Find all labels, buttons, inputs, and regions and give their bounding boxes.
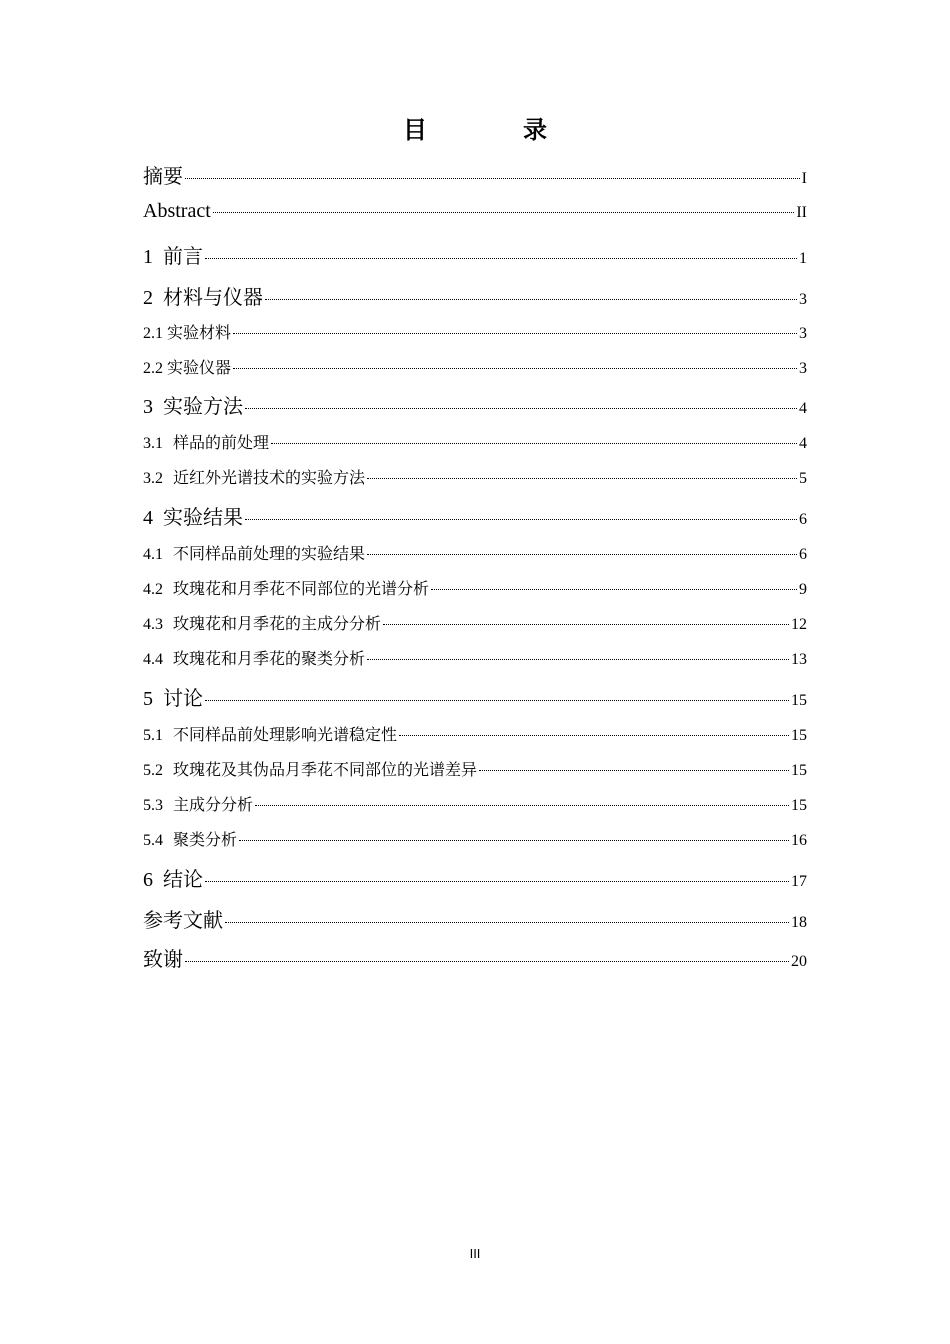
toc-entry-number: 2.2: [143, 360, 163, 377]
toc-entry-page: 15: [791, 797, 807, 814]
toc-entry-label: 材料与仪器: [163, 287, 263, 309]
toc-entry-label: 不同样品前处理的实验结果: [173, 546, 366, 563]
toc-entry-label: 实验仪器: [167, 360, 232, 377]
toc-entry-number: 4: [143, 507, 153, 529]
toc-entry-label: 讨论: [163, 688, 203, 710]
toc-entry-number: 5.2: [143, 762, 163, 779]
toc-entry-4-4[interactable]: [143, 646, 807, 669]
toc-entry-label: 主成分分析: [173, 797, 254, 814]
page-number: III: [469, 1246, 481, 1261]
dot-leader: [367, 478, 797, 479]
toc-entry-acknowledgements[interactable]: [143, 943, 807, 972]
dot-leader: [205, 700, 789, 701]
toc-entry-label: 摘要: [143, 166, 183, 188]
toc-entry-5-1[interactable]: [143, 722, 807, 745]
toc-entry-page: II: [796, 204, 807, 221]
dot-leader: [245, 519, 797, 520]
toc-entry-label: 实验材料: [167, 325, 232, 342]
toc-entry-page: 3: [799, 360, 807, 377]
toc-entry-1[interactable]: [143, 240, 807, 269]
toc-entry-page: 3: [799, 325, 807, 342]
dot-leader: [367, 554, 797, 555]
toc-entry-3-1[interactable]: [143, 430, 807, 453]
toc-entry-6[interactable]: [143, 863, 807, 892]
toc-entry-page: 20: [791, 953, 807, 970]
dot-leader: [185, 961, 789, 962]
dot-leader: [399, 735, 789, 736]
toc-entry-page: 4: [799, 400, 807, 417]
toc-entry-number: 3.1: [143, 435, 163, 452]
dot-leader: [367, 659, 789, 660]
toc-entry-2-1[interactable]: [143, 320, 807, 343]
toc-entry-label: 玫瑰花和月季花不同部位的光谱分析: [173, 581, 430, 598]
toc-entry-label: 致谢: [143, 949, 183, 971]
toc-entry-4-2[interactable]: [143, 576, 807, 599]
toc-entry-4-1[interactable]: [143, 541, 807, 564]
toc-entry-5-2[interactable]: [143, 757, 807, 780]
toc-entry-label: 近红外光谱技术的实验方法: [173, 470, 366, 487]
toc-entry-page: 4: [799, 435, 807, 452]
toc-entry-page: 15: [791, 692, 807, 709]
toc-entry-label: 实验结果: [163, 507, 243, 529]
toc-entry-label: 不同样品前处理影响光谱稳定性: [173, 727, 398, 744]
dot-leader: [205, 258, 797, 259]
toc-entry-page: 16: [791, 832, 807, 849]
toc-entry-number: 6: [143, 869, 153, 891]
toc-entry-2[interactable]: [143, 281, 807, 310]
toc-entry-page: 6: [799, 546, 807, 563]
dot-leader: [205, 881, 789, 882]
toc-entry-page: 17: [791, 873, 807, 890]
toc-entry-page: 13: [791, 651, 807, 668]
toc-entry-number: 5.3: [143, 797, 163, 814]
toc-entry-4-3[interactable]: [143, 611, 807, 634]
toc-entry-label: 样品的前处理: [173, 435, 270, 452]
toc-entry-label: 聚类分析: [173, 832, 238, 849]
toc-entry-page: 5: [799, 470, 807, 487]
toc-entry-label: 结论: [163, 869, 203, 891]
toc-entry-abstract-en[interactable]: [143, 200, 807, 223]
toc-entry-label: 玫瑰花和月季花的聚类分析: [173, 651, 366, 668]
toc-entry-number: 1: [143, 246, 153, 268]
dot-leader: [431, 589, 797, 590]
dot-leader: [239, 840, 789, 841]
dot-leader: [225, 922, 789, 923]
toc-entry-label: 玫瑰花和月季花的主成分分析: [173, 616, 382, 633]
toc-entry-page: 1: [799, 250, 807, 267]
toc-entry-label: Abstract: [143, 200, 211, 222]
toc-entry-page: 3: [799, 291, 807, 308]
dot-leader: [213, 212, 795, 213]
dot-leader: [265, 299, 797, 300]
toc-entry-4[interactable]: [143, 501, 807, 530]
toc-entry-3-2[interactable]: [143, 465, 807, 488]
toc-entry-number: 4.1: [143, 546, 163, 563]
toc-entry-number: 5.4: [143, 832, 163, 849]
toc-entry-references[interactable]: [143, 904, 807, 933]
toc-entry-abstract-cn[interactable]: [143, 160, 807, 189]
toc-entry-number: 5: [143, 688, 153, 710]
toc-entry-2-2[interactable]: [143, 355, 807, 378]
toc-entry-page: 15: [791, 762, 807, 779]
page-title: 目 录: [403, 118, 583, 144]
toc-entry-number: 4.4: [143, 651, 163, 668]
toc-entry-5-3[interactable]: [143, 792, 807, 815]
toc-entry-label: 前言: [163, 246, 203, 268]
toc-entry-number: 3: [143, 396, 153, 418]
toc-entry-number: 5.1: [143, 727, 163, 744]
dot-leader: [383, 624, 789, 625]
toc-entry-page: 12: [791, 616, 807, 633]
toc-entry-page: 9: [799, 581, 807, 598]
toc-entry-number: 4.2: [143, 581, 163, 598]
toc-entry-5-4[interactable]: [143, 827, 807, 850]
toc-entry-page: I: [801, 170, 807, 187]
toc-entry-page: 18: [791, 914, 807, 931]
dot-leader: [255, 805, 789, 806]
toc-entry-label: 玫瑰花及其伪品月季花不同部位的光谱差异: [173, 762, 478, 779]
toc-entry-page: 6: [799, 511, 807, 528]
toc-entry-number: 2.1: [143, 325, 163, 342]
toc-entry-number: 2: [143, 287, 153, 309]
toc-entry-number: 3.2: [143, 470, 163, 487]
toc-entry-number: 4.3: [143, 616, 163, 633]
dot-leader: [233, 333, 797, 334]
dot-leader: [233, 368, 797, 369]
dot-leader: [271, 443, 797, 444]
toc-entry-label: 参考文献: [143, 910, 223, 932]
toc-entry-3[interactable]: [143, 390, 807, 419]
toc-entry-5[interactable]: [143, 682, 807, 711]
toc-entry-page: 15: [791, 727, 807, 744]
dot-leader: [479, 770, 789, 771]
toc-entry-label: 实验方法: [163, 396, 243, 418]
dot-leader: [245, 408, 797, 409]
dot-leader: [185, 178, 800, 179]
